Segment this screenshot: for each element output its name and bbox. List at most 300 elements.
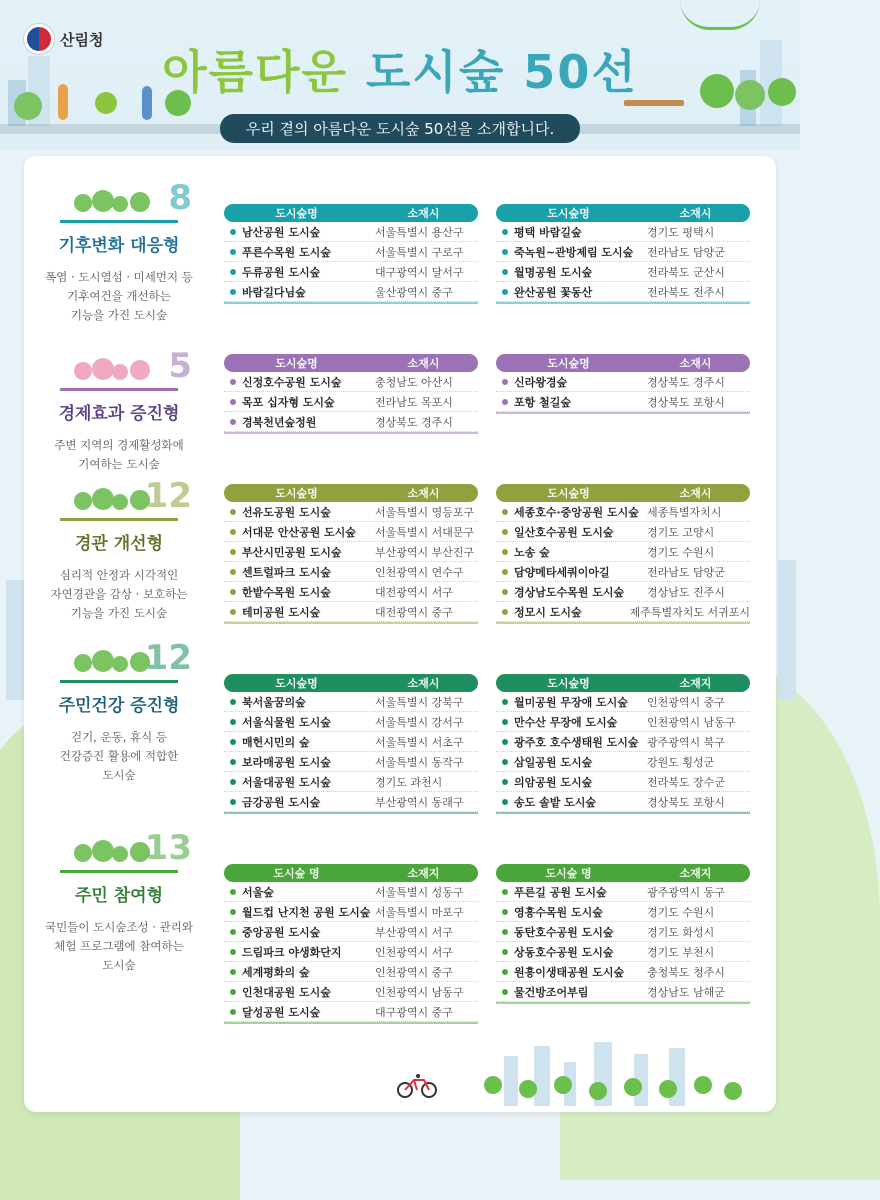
table-row	[496, 732, 750, 752]
forest-location: 전라북도 군산시	[647, 265, 725, 279]
category-title: 경제효과 증진형	[58, 404, 180, 424]
category-description	[34, 918, 204, 975]
bullet-icon	[502, 929, 508, 935]
forest-name: 경상남도수목원 도시숲	[514, 585, 625, 599]
forest-name: 푸른길 공원 도시숲	[514, 885, 607, 899]
tree-icon	[92, 488, 114, 510]
bullet-icon	[230, 989, 236, 995]
category-description	[34, 436, 204, 474]
table-row	[224, 242, 478, 262]
bullet-icon	[230, 779, 236, 785]
bullet-icon	[502, 229, 508, 235]
description-line: 건강증진 활용에 적합한	[59, 749, 179, 763]
forest-location: 대전광역시 중구	[375, 605, 453, 619]
forest-name: 금강공원 도시숲	[242, 795, 321, 809]
table-header	[496, 484, 750, 502]
category-count: 8	[168, 178, 192, 218]
bullet-icon	[502, 379, 508, 385]
forest-name: 드림파크 야생화단지	[242, 945, 342, 959]
table-row	[224, 522, 478, 542]
forest-location: 전라북도 전주시	[647, 285, 725, 299]
building-decoration	[6, 580, 24, 700]
table-bottom-rule	[224, 1022, 478, 1024]
header-location-column: 소재지	[679, 677, 712, 690]
tree-icon	[484, 1076, 502, 1094]
forest-location: 경기도 과천시	[375, 775, 443, 789]
table-row	[496, 372, 750, 392]
forest-name: 신정호수공원 도시숲	[242, 375, 342, 389]
table-bottom-rule	[224, 432, 478, 434]
table-header	[496, 864, 750, 882]
forest-name: 원흥이생태공원 도시숲	[514, 965, 625, 979]
table-row	[496, 792, 750, 812]
category-illustration	[34, 640, 204, 680]
category-participation	[34, 830, 204, 975]
table-row	[496, 582, 750, 602]
table-row	[496, 262, 750, 282]
table-bottom-rule	[224, 622, 478, 624]
description-line: 국민들이 도시숲조성 · 관리와	[45, 920, 193, 934]
tree-icon	[589, 1082, 607, 1100]
forest-location: 서울특별시 용산구	[375, 225, 464, 239]
forest-name: 삼일공원 도시숲	[514, 755, 593, 769]
forest-location: 경기도 수원시	[647, 545, 715, 559]
tree-icon	[92, 190, 114, 212]
forest-location: 경상남도 남해군	[647, 985, 725, 999]
forest-location: 서울특별시 강서구	[375, 715, 464, 729]
table-row	[224, 392, 478, 412]
table-row	[496, 922, 750, 942]
forest-table	[224, 864, 478, 1024]
category-count: 13	[144, 828, 192, 868]
header-name-column: 도시숲명	[275, 207, 318, 220]
tree-icon	[92, 650, 114, 672]
forest-name: 달성공원 도시숲	[242, 1005, 321, 1019]
forest-table	[224, 674, 478, 814]
description-line: 기후여건을 개선하는	[67, 289, 171, 303]
tree-icon	[112, 494, 128, 510]
forest-location: 전라북도 장수군	[647, 775, 725, 789]
forest-name: 평택 바람길숲	[514, 225, 582, 239]
table-row	[224, 752, 478, 772]
category-title: 주민 참여형	[74, 886, 164, 906]
forest-name: 물건방조어부림	[514, 985, 589, 999]
bullet-icon	[502, 699, 508, 705]
header-location-column: 소재시	[407, 357, 440, 370]
bullet-icon	[502, 589, 508, 595]
header-name-column: 도시숲명	[275, 487, 318, 500]
forest-table	[224, 354, 478, 434]
header-location-column: 소재시	[407, 207, 440, 220]
table-row	[496, 562, 750, 582]
title-part-2: 도시숲 50선	[365, 45, 638, 99]
table-row	[224, 942, 478, 962]
bullet-icon	[502, 569, 508, 575]
forest-name: 보라매공원 도시숲	[242, 755, 331, 769]
forest-location: 대전광역시 서구	[375, 585, 453, 599]
category-description	[34, 268, 204, 325]
bullet-icon	[502, 889, 508, 895]
page-subtitle: 우리 곁의 아름다운 도시숲 50선을 소개합니다.	[220, 114, 581, 143]
forest-location: 경상북도 경주시	[647, 375, 725, 389]
table-row	[224, 262, 478, 282]
table-row	[496, 772, 750, 792]
header-banner	[0, 0, 800, 150]
bullet-icon	[502, 289, 508, 295]
description-line: 자연경관을 감상 · 보호하는	[50, 587, 188, 601]
cyclist-icon	[396, 1074, 438, 1098]
header-location-column: 소재시	[407, 677, 440, 690]
table-row	[224, 772, 478, 792]
forest-name: 월드컵 난지천 공원 도시숲	[242, 905, 371, 919]
forest-location: 서울특별시 서대문구	[375, 525, 475, 539]
bullet-icon	[502, 989, 508, 995]
forest-name: 서울숲	[242, 885, 274, 899]
table-bottom-rule	[496, 302, 750, 304]
category-title: 경관 개선형	[74, 534, 164, 554]
tree-icon	[694, 1076, 712, 1094]
header-location-column: 소재시	[679, 487, 712, 500]
table-row	[496, 522, 750, 542]
bullet-icon	[230, 909, 236, 915]
forest-name: 선유도공원 도시숲	[242, 505, 331, 519]
forest-name: 목포 십자형 도시숲	[242, 395, 335, 409]
forest-name: 서울식물원 도시숲	[242, 715, 331, 729]
forest-location: 서울특별시 서초구	[375, 735, 464, 749]
forest-name: 바람길다님숲	[242, 285, 306, 299]
table-header	[224, 864, 478, 882]
category-title: 기후변화 대응형	[58, 236, 180, 256]
forest-location: 경상북도 포항시	[647, 395, 725, 409]
category-underline	[60, 220, 178, 223]
branch-decoration	[680, 0, 760, 30]
bullet-icon	[502, 399, 508, 405]
forest-location: 부산광역시 동래구	[375, 795, 464, 809]
description-line: 주변 지역의 경제활성화에	[54, 438, 184, 452]
forest-name: 남산공원 도시숲	[242, 225, 321, 239]
forest-name: 인천대공원 도시숲	[242, 985, 331, 999]
table-row	[224, 882, 478, 902]
forest-location: 인천광역시 중구	[647, 695, 725, 709]
table-row	[496, 242, 750, 262]
bullet-icon	[230, 249, 236, 255]
table-header	[224, 204, 478, 222]
category-count: 5	[168, 346, 192, 386]
table-row	[224, 692, 478, 712]
forest-name: 광주호 호수생태원 도시숲	[514, 735, 639, 749]
bullet-icon	[230, 949, 236, 955]
forest-table	[496, 354, 750, 414]
forest-location: 강원도 횡성군	[647, 755, 715, 769]
table-row	[224, 712, 478, 732]
description-line: 기여하는 도시숲	[78, 457, 160, 471]
table-bottom-rule	[224, 302, 478, 304]
table-row	[224, 902, 478, 922]
table-header	[496, 674, 750, 692]
category-underline	[60, 680, 178, 683]
description-line: 심리적 안정과 시각적인	[59, 568, 179, 582]
table-row	[496, 692, 750, 712]
bullet-icon	[502, 529, 508, 535]
forest-name: 월명공원 도시숲	[514, 265, 593, 279]
table-bottom-rule	[496, 1002, 750, 1004]
header-location-column: 소재지	[407, 867, 440, 880]
table-bottom-rule	[496, 622, 750, 624]
category-count: 12	[144, 638, 192, 678]
table-row	[224, 922, 478, 942]
bullet-icon	[502, 509, 508, 515]
bullet-icon	[230, 929, 236, 935]
tree-icon	[74, 654, 92, 672]
forest-name: 신라왕경숲	[514, 375, 568, 389]
forest-name: 정모시 도시숲	[514, 605, 582, 619]
forest-name: 동탄호수공원 도시숲	[514, 925, 614, 939]
forest-name: 상동호수공원 도시숲	[514, 945, 614, 959]
header-name-column: 도시숲명	[275, 677, 318, 690]
table-row	[496, 502, 750, 522]
table-row	[496, 962, 750, 982]
forest-table	[224, 204, 478, 304]
header-name-column: 도시숲명	[547, 677, 590, 690]
forest-table	[496, 204, 750, 304]
tree-icon	[112, 364, 128, 380]
table-row	[496, 392, 750, 412]
forest-location: 대구광역시 중구	[375, 1005, 453, 1019]
bullet-icon	[230, 399, 236, 405]
forest-table	[496, 674, 750, 814]
forest-location: 경기도 평택시	[647, 225, 715, 239]
bullet-icon	[230, 529, 236, 535]
tree-icon	[659, 1080, 677, 1098]
description-line: 폭염 · 도시열섬 · 미세먼지 등	[45, 270, 193, 284]
tree-icon	[92, 840, 114, 862]
forest-location: 광주광역시 동구	[647, 885, 725, 899]
forest-location: 서울특별시 성동구	[375, 885, 464, 899]
table-bottom-rule	[496, 412, 750, 414]
bullet-icon	[502, 269, 508, 275]
bullet-icon	[230, 509, 236, 515]
bullet-icon	[230, 1009, 236, 1015]
table-row	[224, 562, 478, 582]
forest-name: 포항 철길숲	[514, 395, 571, 409]
forest-name: 일산호수공원 도시숲	[514, 525, 614, 539]
forest-table	[496, 484, 750, 624]
bullet-icon	[230, 589, 236, 595]
forest-name: 의암공원 도시숲	[514, 775, 593, 789]
bullet-icon	[230, 549, 236, 555]
tree-icon	[130, 360, 150, 380]
bullet-icon	[502, 719, 508, 725]
forest-name: 만수산 무장애 도시숲	[514, 715, 618, 729]
description-line: 도시숲	[102, 768, 136, 782]
tree-icon	[112, 196, 128, 212]
tree-icon	[624, 1078, 642, 1096]
category-economy	[34, 348, 204, 474]
bullet-icon	[230, 569, 236, 575]
agency-name: 산림청	[60, 30, 104, 49]
category-illustration	[34, 348, 204, 388]
header-name-column: 도시숲명	[275, 357, 318, 370]
bullet-icon	[502, 909, 508, 915]
forest-name: 담양메타세쿼이아길	[514, 565, 610, 579]
forest-location: 서울특별시 강북구	[375, 695, 464, 709]
bullet-icon	[502, 549, 508, 555]
forest-name: 테미공원 도시숲	[242, 605, 321, 619]
bullet-icon	[230, 969, 236, 975]
description-line: 걷기, 운동, 휴식 등	[70, 730, 168, 744]
bullet-icon	[502, 609, 508, 615]
forest-location: 대구광역시 달서구	[375, 265, 464, 279]
forest-name: 영흥수목원 도시숲	[514, 905, 603, 919]
page-title	[0, 36, 800, 102]
category-title: 주민건강 증진형	[58, 696, 180, 716]
forest-location: 부산광역시 부산진구	[375, 545, 475, 559]
table-header	[224, 354, 478, 372]
forest-location: 경기도 부천시	[647, 945, 715, 959]
bullet-icon	[502, 969, 508, 975]
category-underline	[60, 388, 178, 391]
forest-location: 부산광역시 서구	[375, 925, 453, 939]
bullet-icon	[230, 269, 236, 275]
bullet-icon	[230, 289, 236, 295]
tree-icon	[130, 192, 150, 212]
bullet-icon	[502, 739, 508, 745]
table-header	[224, 484, 478, 502]
forest-location: 광주광역시 북구	[647, 735, 725, 749]
category-climate	[34, 180, 204, 325]
category-illustration	[34, 478, 204, 518]
forest-location: 세종특별자치시	[647, 505, 722, 519]
header-location-column: 소재지	[679, 867, 712, 880]
forest-location: 서울특별시 구로구	[375, 245, 464, 259]
forest-location: 전라남도 담양군	[647, 245, 725, 259]
forest-name: 서대문 안산공원 도시숲	[242, 525, 356, 539]
forest-location: 서울특별시 마포구	[375, 905, 464, 919]
table-row	[224, 282, 478, 302]
forest-name: 부산시민공원 도시숲	[242, 545, 342, 559]
category-underline	[60, 518, 178, 521]
bullet-icon	[230, 229, 236, 235]
city-park-illustration	[464, 1036, 764, 1106]
bullet-icon	[230, 699, 236, 705]
forest-location: 인천광역시 남동구	[375, 985, 464, 999]
table-row	[496, 902, 750, 922]
description-line: 기능을 가진 도시숲	[70, 308, 168, 322]
bullet-icon	[230, 609, 236, 615]
description-line: 도시숲	[102, 958, 136, 972]
building-decoration	[778, 560, 796, 700]
content-card	[24, 156, 776, 1112]
table-bottom-rule	[224, 812, 478, 814]
bullet-icon	[230, 889, 236, 895]
forest-name: 세계평화의 숲	[242, 965, 310, 979]
table-header	[224, 674, 478, 692]
forest-name: 매헌시민의 숲	[242, 735, 310, 749]
bullet-icon	[230, 799, 236, 805]
table-bottom-rule	[496, 812, 750, 814]
table-row	[224, 732, 478, 752]
bullet-icon	[502, 759, 508, 765]
tree-icon	[112, 656, 128, 672]
forest-location: 전라남도 목포시	[375, 395, 453, 409]
header-name-column: 도시숲명	[547, 487, 590, 500]
table-row	[496, 602, 750, 622]
header-name-column: 도시숲명	[547, 357, 590, 370]
forest-name: 서울대공원 도시숲	[242, 775, 331, 789]
header-name-column: 도시숲 명	[273, 867, 320, 880]
table-row	[224, 412, 478, 432]
forest-name: 노송 숲	[514, 545, 550, 559]
bullet-icon	[502, 799, 508, 805]
bullet-icon	[502, 779, 508, 785]
bullet-icon	[230, 379, 236, 385]
tree-icon	[74, 362, 92, 380]
forest-location: 인천광역시 중구	[375, 965, 453, 979]
table-row	[496, 222, 750, 242]
forest-name: 죽녹원~관방제림 도시숲	[514, 245, 634, 259]
forest-name: 세종호수·중앙공원 도시숲	[514, 505, 639, 519]
forest-name: 두류공원 도시숲	[242, 265, 321, 279]
description-line: 기능을 가진 도시숲	[70, 606, 168, 620]
table-row	[224, 372, 478, 392]
forest-name: 월미공원 무장애 도시숲	[514, 695, 628, 709]
header-location-column: 소재시	[679, 357, 712, 370]
forest-location: 경기도 화성시	[647, 925, 715, 939]
bullet-icon	[502, 249, 508, 255]
category-illustration	[34, 180, 204, 220]
table-row	[496, 882, 750, 902]
forest-table	[224, 484, 478, 624]
forest-name: 센트럴파크 도시숲	[242, 565, 331, 579]
table-header	[496, 354, 750, 372]
forest-name: 중앙공원 도시숲	[242, 925, 321, 939]
table-row	[224, 542, 478, 562]
forest-location: 충청북도 청주시	[647, 965, 725, 979]
bullet-icon	[230, 719, 236, 725]
forest-name: 경북천년숲정원	[242, 415, 317, 429]
tree-icon	[554, 1076, 572, 1094]
category-description	[34, 728, 204, 785]
forest-location: 경기도 수원시	[647, 905, 715, 919]
forest-location: 인천광역시 서구	[375, 945, 453, 959]
tree-icon	[74, 844, 92, 862]
bullet-icon	[230, 759, 236, 765]
category-health	[34, 640, 204, 785]
tree-icon	[74, 194, 92, 212]
category-description	[34, 566, 204, 623]
forest-location: 인천광역시 남동구	[647, 715, 736, 729]
table-row	[496, 712, 750, 732]
tree-icon	[74, 492, 92, 510]
table-row	[224, 582, 478, 602]
category-count: 12	[144, 476, 192, 516]
table-row	[224, 1002, 478, 1022]
forest-table	[496, 864, 750, 1004]
category-landscape	[34, 478, 204, 623]
description-line: 체험 프로그램에 참여하는	[54, 939, 184, 953]
header-location-column: 소재시	[407, 487, 440, 500]
table-header	[496, 204, 750, 222]
header-name-column: 도시숲명	[547, 207, 590, 220]
building-decoration	[504, 1056, 518, 1106]
forest-location: 제주특별자치도 서귀포시	[629, 605, 750, 619]
tree-icon	[724, 1082, 742, 1100]
table-row	[496, 942, 750, 962]
bullet-icon	[230, 419, 236, 425]
table-row	[224, 982, 478, 1002]
forest-location: 인천광역시 연수구	[375, 565, 464, 579]
category-underline	[60, 870, 178, 873]
